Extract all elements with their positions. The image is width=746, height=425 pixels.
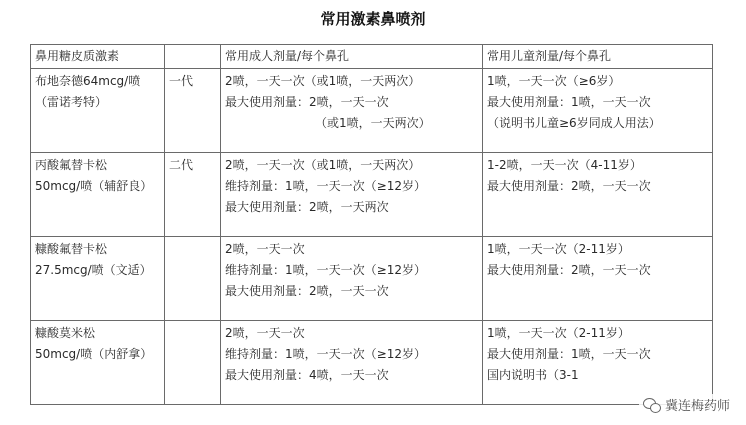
drug-name: 糠酸氟替卡松 xyxy=(35,242,108,256)
child-dose-cell xyxy=(483,237,713,321)
child-dose-cell xyxy=(483,69,713,153)
child-dose-cell xyxy=(483,153,713,237)
drug-brand: 50mcg/喷（辅舒良） xyxy=(35,179,153,193)
adult-dose-line: 2喷，一天一次（或1喷，一天两次） xyxy=(225,158,421,172)
adult-dose-line: 维持剂量：1喷，一天一次（≥12岁） xyxy=(225,179,426,193)
wechat-icon xyxy=(643,398,661,412)
generation-cell: 二代 xyxy=(165,153,221,237)
header-generation xyxy=(165,45,221,69)
child-dose-line: 最大使用剂量：2喷，一天一次 xyxy=(487,179,651,193)
adult-dose-line: 最大使用剂量：4喷，一天一次 xyxy=(225,368,389,382)
watermark-text: 冀连梅药师 xyxy=(664,399,730,414)
generation-cell xyxy=(165,321,221,405)
adult-dose-line: 最大使用剂量：2喷，一天一次 xyxy=(225,95,389,109)
child-dose-line: （说明书儿童≥6岁同成人用法） xyxy=(487,116,661,130)
drug-name: 布地奈德64mcg/喷 xyxy=(35,74,141,88)
drug-name: 丙酸氟替卡松 xyxy=(35,158,108,172)
child-dose-line: 最大使用剂量：2喷，一天一次 xyxy=(487,263,651,277)
child-dose-line: 最大使用剂量：1喷，一天一次 xyxy=(487,95,651,109)
adult-dose-line: （或1喷，一天两次） xyxy=(315,116,431,130)
drug-cell xyxy=(31,69,165,153)
adult-dose-cell xyxy=(221,237,483,321)
adult-dose-cell xyxy=(221,69,483,153)
drug-brand: 27.5mcg/喷（文适） xyxy=(35,263,152,277)
adult-dose-cell xyxy=(221,153,483,237)
adult-dose-cell xyxy=(221,321,483,405)
drug-cell xyxy=(31,321,165,405)
table-header-row xyxy=(31,45,713,69)
page-title: 常用激素鼻喷剂 xyxy=(320,10,426,28)
table-row xyxy=(31,153,713,237)
adult-dose-line: 最大使用剂量：2喷，一天一次 xyxy=(225,284,389,298)
adult-dose-line: 2喷，一天一次 xyxy=(225,242,305,256)
child-dose-line: 1喷，一天一次（≥6岁） xyxy=(487,74,621,88)
adult-dose-line: 2喷，一天一次 xyxy=(225,326,305,340)
child-dose-line: 最大使用剂量：1喷，一天一次 xyxy=(487,347,651,361)
adult-dose-line: 维持剂量：1喷，一天一次（≥12岁） xyxy=(225,347,426,361)
generation-cell: 一代 xyxy=(165,69,221,153)
child-dose-line: 国内说明书（3-1 xyxy=(487,368,579,382)
drug-cell xyxy=(31,153,165,237)
header-adult-dose: 常用成人剂量/每个鼻孔 xyxy=(221,45,483,69)
table-row xyxy=(31,321,713,405)
adult-dose-line: 维持剂量：1喷，一天一次（≥12岁） xyxy=(225,263,426,277)
drug-name: 糠酸莫米松 xyxy=(35,326,96,340)
child-dose-cell xyxy=(483,321,713,405)
header-child-dose: 常用儿童剂量/每个鼻孔 xyxy=(483,45,713,69)
child-dose-line: 1-2喷，一天一次（4-11岁） xyxy=(487,158,642,172)
drug-brand: 50mcg/喷（内舒拿） xyxy=(35,347,153,361)
child-dose-line: 1喷，一天一次（2-11岁） xyxy=(487,326,630,340)
adult-dose-line: 最大使用剂量：2喷，一天两次 xyxy=(225,200,389,214)
generation-cell xyxy=(165,237,221,321)
watermark xyxy=(639,394,734,415)
dosage-table xyxy=(30,44,713,405)
child-dose-line: 1喷，一天一次（2-11岁） xyxy=(487,242,630,256)
table-row xyxy=(31,69,713,153)
adult-dose-line: 2喷，一天一次（或1喷，一天两次） xyxy=(225,74,421,88)
header-drug: 鼻用糖皮质激素 xyxy=(31,45,165,69)
drug-brand: （雷诺考特） xyxy=(35,95,108,109)
drug-cell xyxy=(31,237,165,321)
table-row xyxy=(31,237,713,321)
